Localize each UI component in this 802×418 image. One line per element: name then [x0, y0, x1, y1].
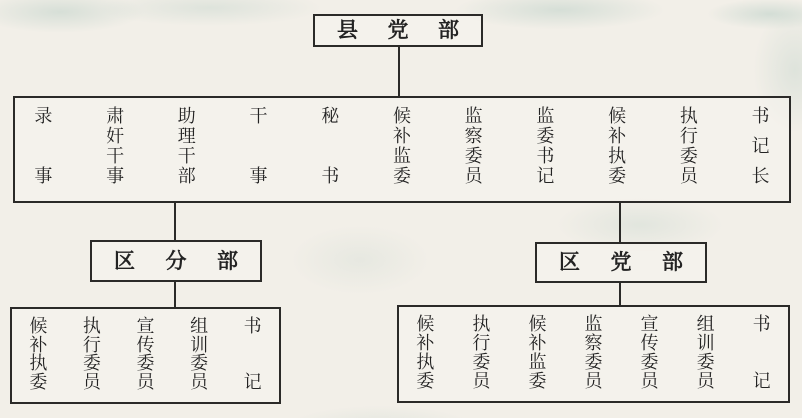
position-char: 员 — [640, 371, 659, 391]
position-char: 秘 — [321, 106, 340, 126]
position-char: 干 — [249, 106, 268, 126]
position-char: 监 — [536, 106, 555, 126]
position-char: 委 — [416, 371, 435, 391]
position-column — [33, 107, 54, 185]
position-char: 候 — [608, 106, 627, 126]
county-party-dept-box — [313, 14, 483, 47]
branch-staff-columns — [12, 309, 279, 402]
position-char: 录 — [34, 106, 53, 126]
position-column — [751, 315, 772, 390]
position-char: 书 — [243, 316, 262, 336]
label-char: 县 — [337, 19, 358, 42]
position-column — [527, 315, 548, 390]
position-char: 执 — [29, 353, 48, 374]
district-party-label — [537, 244, 705, 281]
position-char: 事 — [106, 166, 125, 186]
position-char: 员 — [190, 371, 209, 392]
position-column — [471, 315, 492, 390]
position-char: 补 — [392, 126, 411, 146]
district-staff-box — [397, 305, 790, 403]
position-char: 候 — [416, 314, 435, 334]
branch-staff-box — [10, 307, 281, 404]
position-column — [750, 107, 771, 185]
position-column — [695, 315, 716, 390]
position-char: 候 — [528, 314, 547, 334]
position-char: 书 — [752, 314, 771, 334]
position-char: 员 — [584, 371, 603, 391]
position-char: 奸 — [106, 126, 125, 146]
position-column — [583, 315, 604, 390]
position-char: 候 — [29, 316, 48, 336]
position-char: 书 — [751, 106, 770, 126]
label-char: 区 — [114, 249, 135, 273]
position-column — [415, 315, 436, 390]
position-char: 执 — [679, 106, 698, 126]
position-char: 宣 — [136, 316, 155, 336]
position-char: 委 — [696, 352, 715, 372]
position-char: 监 — [584, 314, 603, 334]
position-char: 补 — [528, 333, 547, 353]
position-char: 行 — [82, 334, 101, 355]
position-char: 传 — [640, 333, 659, 353]
position-char: 记 — [243, 372, 262, 392]
district-party-box — [535, 242, 707, 283]
position-char: 组 — [190, 316, 209, 336]
position-char: 补 — [416, 333, 435, 353]
position-char: 事 — [34, 166, 53, 186]
label-char: 部 — [438, 19, 459, 42]
label-char: 部 — [217, 249, 238, 273]
position-char: 部 — [177, 166, 196, 186]
position-char: 候 — [392, 106, 411, 126]
position-column — [535, 107, 556, 185]
position-char: 监 — [392, 146, 411, 166]
position-char: 干 — [106, 146, 125, 166]
position-column — [135, 317, 156, 391]
position-char: 委 — [82, 353, 101, 374]
position-char: 察 — [464, 126, 483, 146]
position-char: 理 — [177, 126, 196, 146]
position-char: 记 — [536, 166, 555, 186]
position-char: 事 — [249, 166, 268, 186]
position-column — [176, 107, 197, 185]
position-column — [242, 317, 263, 391]
position-char: 委 — [136, 353, 155, 374]
county-staff-columns — [15, 98, 789, 201]
position-char: 委 — [528, 371, 547, 391]
position-column — [463, 107, 484, 185]
position-char: 干 — [177, 146, 196, 166]
position-char: 委 — [29, 371, 48, 392]
position-char: 委 — [464, 146, 483, 166]
position-char: 委 — [608, 166, 627, 186]
position-char: 执 — [416, 352, 435, 372]
position-char: 记 — [751, 136, 770, 156]
position-char: 员 — [464, 166, 483, 186]
position-char: 执 — [82, 316, 101, 336]
position-column — [392, 107, 413, 185]
position-char: 委 — [392, 166, 411, 186]
district-branch-label — [92, 242, 260, 280]
position-char: 员 — [696, 371, 715, 391]
position-char: 员 — [472, 371, 491, 391]
position-char: 察 — [584, 333, 603, 353]
position-column — [82, 317, 103, 391]
position-char: 记 — [752, 371, 771, 391]
position-char: 助 — [177, 106, 196, 126]
position-char: 委 — [190, 353, 209, 374]
connector-branch-to-staff — [174, 281, 176, 308]
position-char: 补 — [608, 126, 627, 146]
connector-district-to-staff — [619, 282, 621, 306]
label-char: 分 — [165, 249, 187, 273]
position-char: 肃 — [106, 106, 125, 126]
position-column — [678, 107, 699, 185]
connector-county-to-branch — [174, 202, 176, 241]
position-char: 宣 — [640, 314, 659, 334]
position-char: 委 — [472, 352, 491, 372]
connector-top-to-county — [398, 46, 400, 97]
position-char: 委 — [679, 146, 698, 166]
position-column — [248, 107, 269, 185]
position-char: 员 — [679, 166, 698, 186]
position-char: 长 — [751, 166, 770, 186]
position-column — [189, 317, 210, 391]
position-char: 训 — [190, 334, 209, 355]
district-branch-box — [90, 240, 262, 282]
position-char: 执 — [608, 146, 627, 166]
position-char: 员 — [82, 371, 101, 392]
position-column — [28, 317, 49, 391]
position-char: 书 — [321, 166, 340, 186]
label-char: 部 — [662, 251, 683, 274]
position-column — [320, 107, 341, 185]
position-char: 传 — [136, 334, 155, 355]
position-char: 员 — [136, 371, 155, 392]
position-char: 监 — [464, 106, 483, 126]
position-char: 书 — [536, 146, 555, 166]
position-char: 训 — [696, 333, 715, 353]
position-column — [639, 315, 660, 390]
position-char: 委 — [640, 352, 659, 372]
connector-county-to-district — [619, 202, 621, 243]
position-char: 行 — [679, 126, 698, 146]
position-char: 组 — [696, 314, 715, 334]
label-char: 党 — [610, 251, 632, 274]
district-staff-columns — [399, 307, 788, 401]
label-char: 党 — [387, 19, 409, 42]
position-char: 补 — [29, 334, 48, 355]
position-column — [105, 107, 126, 185]
position-char: 监 — [528, 352, 547, 372]
county-staff-box — [13, 96, 791, 203]
position-char: 行 — [472, 333, 491, 353]
position-char: 委 — [536, 126, 555, 146]
county-party-dept-label — [315, 16, 481, 45]
position-column — [607, 107, 628, 185]
position-char: 委 — [584, 352, 603, 372]
position-char: 执 — [472, 314, 491, 334]
label-char: 区 — [559, 251, 580, 274]
